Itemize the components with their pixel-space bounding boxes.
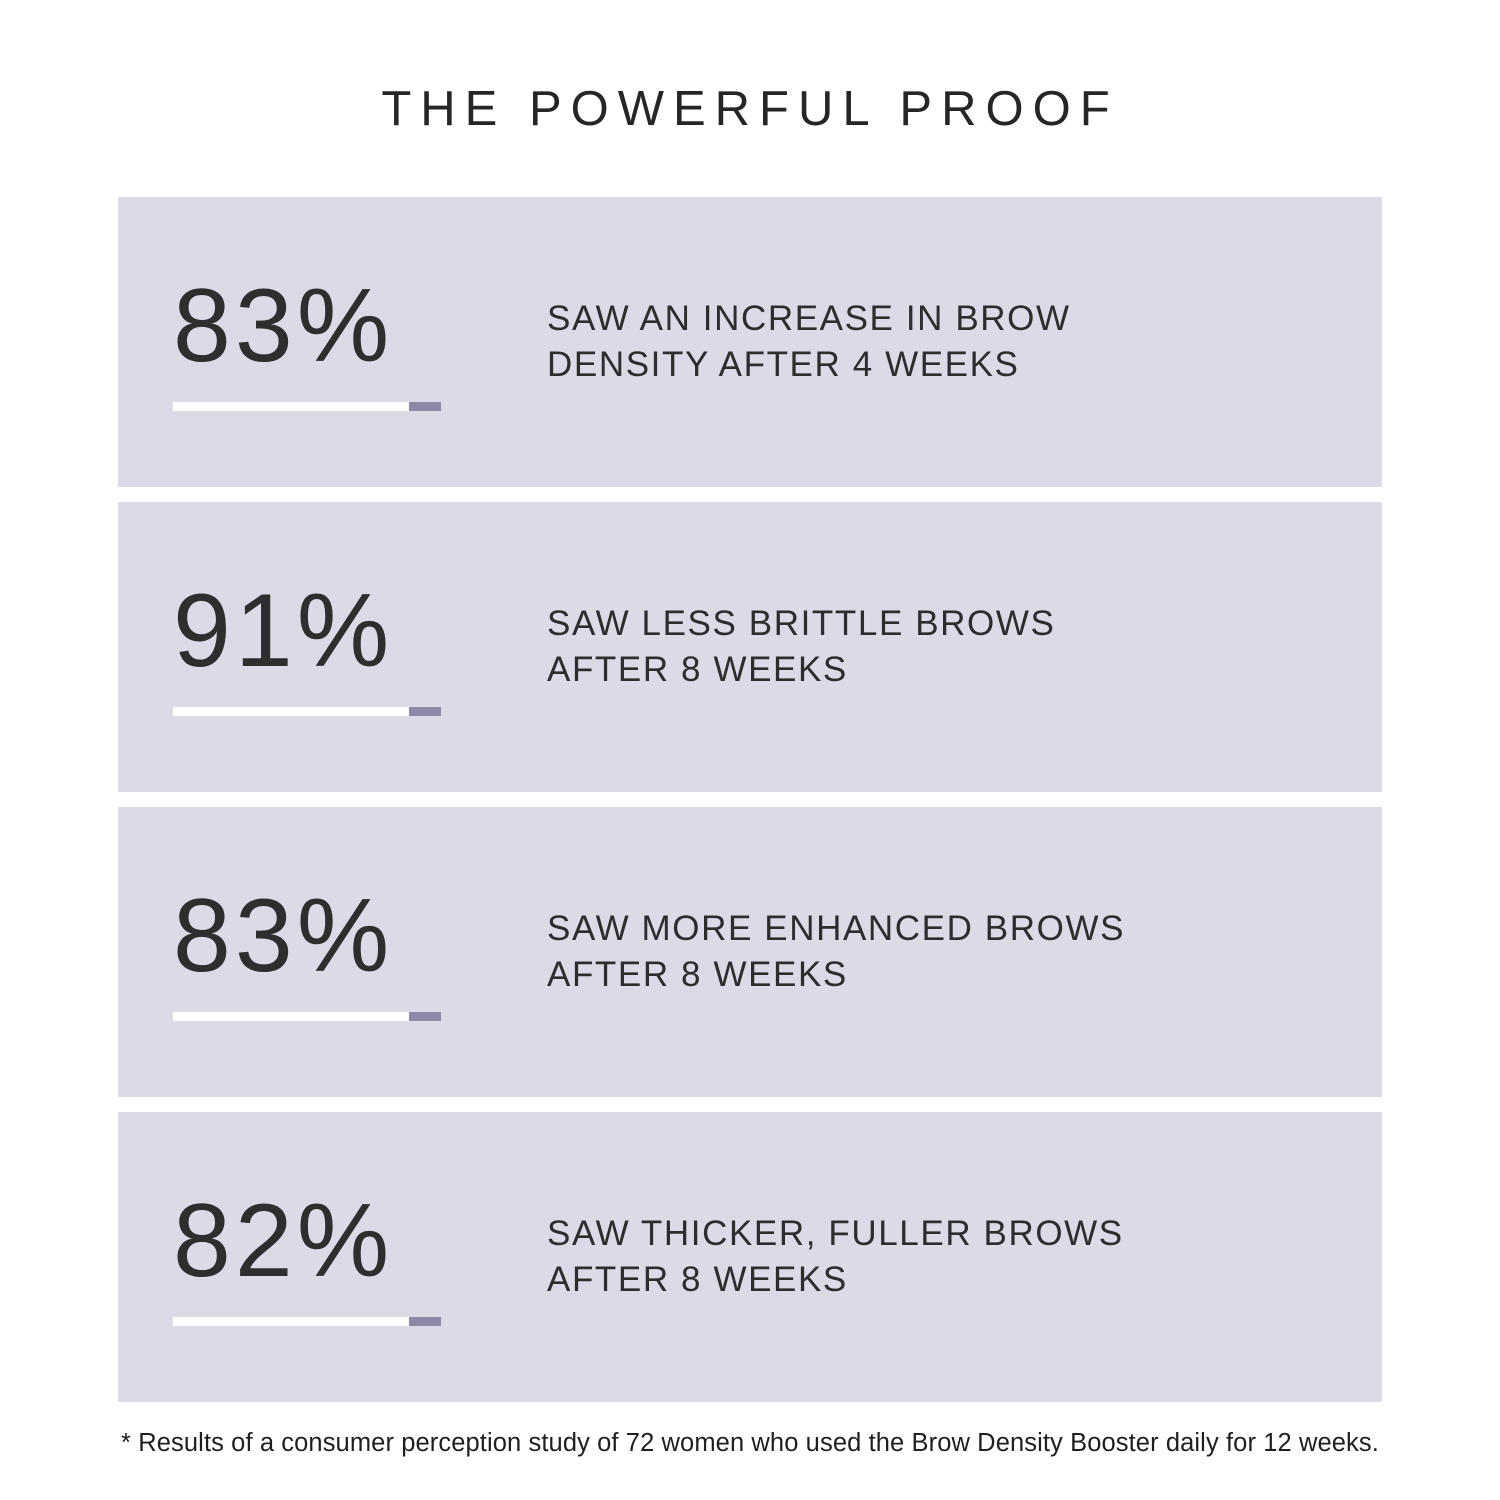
- stat-percentage: [173, 1183, 503, 1300]
- stat-row: [118, 1112, 1382, 1402]
- stat-progress-tip: [409, 1012, 441, 1021]
- stat-description-line-2: AFTER 8 WEEKS: [547, 650, 848, 689]
- stat-percentage: [173, 573, 503, 690]
- stat-percentage: [173, 268, 503, 385]
- percent-symbol: %: [296, 268, 390, 385]
- stat-description-line-1: SAW LESS BRITTLE BROWS: [547, 603, 1056, 643]
- stat-number: 83: [173, 268, 297, 385]
- percent-symbol: %: [296, 1183, 390, 1300]
- stat-description-line-1: SAW MORE ENHANCED BROWS: [547, 908, 1126, 948]
- stat-description: [513, 601, 1055, 693]
- stat-description: [513, 296, 1071, 388]
- stat-row: [118, 502, 1382, 792]
- percent-symbol: %: [296, 878, 390, 995]
- stat-progress-bar: [173, 1317, 441, 1326]
- stat-progress-tip: [409, 1317, 441, 1326]
- stat-description-line-1: SAW THICKER, FULLER BROWS: [547, 1213, 1124, 1253]
- percent-symbol: %: [296, 573, 390, 690]
- stat-description: [513, 906, 1125, 998]
- stat-description-line-2: AFTER 8 WEEKS: [547, 1260, 848, 1299]
- stat-description: [513, 1211, 1124, 1303]
- stat-row: [118, 197, 1382, 487]
- stat-progress-bar: [173, 707, 441, 716]
- stat-row: [118, 807, 1382, 1097]
- stat-percentage: [173, 878, 503, 995]
- stat-description-line-1: SAW AN INCREASE IN BROW: [547, 298, 1071, 338]
- stat-progress-tip: [409, 402, 441, 411]
- stat-number: 82: [173, 1183, 297, 1300]
- stat-number: 83: [173, 878, 297, 995]
- stat-value-block: [173, 878, 513, 1020]
- stat-description-line-2: DENSITY AFTER 4 WEEKS: [547, 345, 1020, 384]
- stat-value-block: [173, 573, 513, 715]
- footnote: * Results of a consumer perception study of 72 women who used the Brow Density Booster daily for 12 weeks.: [121, 1429, 1379, 1457]
- stat-description-line-2: AFTER 8 WEEKS: [547, 955, 848, 994]
- stat-progress-tip: [409, 707, 441, 716]
- stat-progress-bar: [173, 402, 441, 411]
- stats-list: [0, 197, 1500, 1402]
- stat-progress-bar: [173, 1012, 441, 1021]
- stat-value-block: [173, 1183, 513, 1325]
- page-title: THE POWERFUL PROOF: [381, 82, 1119, 136]
- stat-value-block: [173, 268, 513, 410]
- stat-number: 91: [173, 573, 297, 690]
